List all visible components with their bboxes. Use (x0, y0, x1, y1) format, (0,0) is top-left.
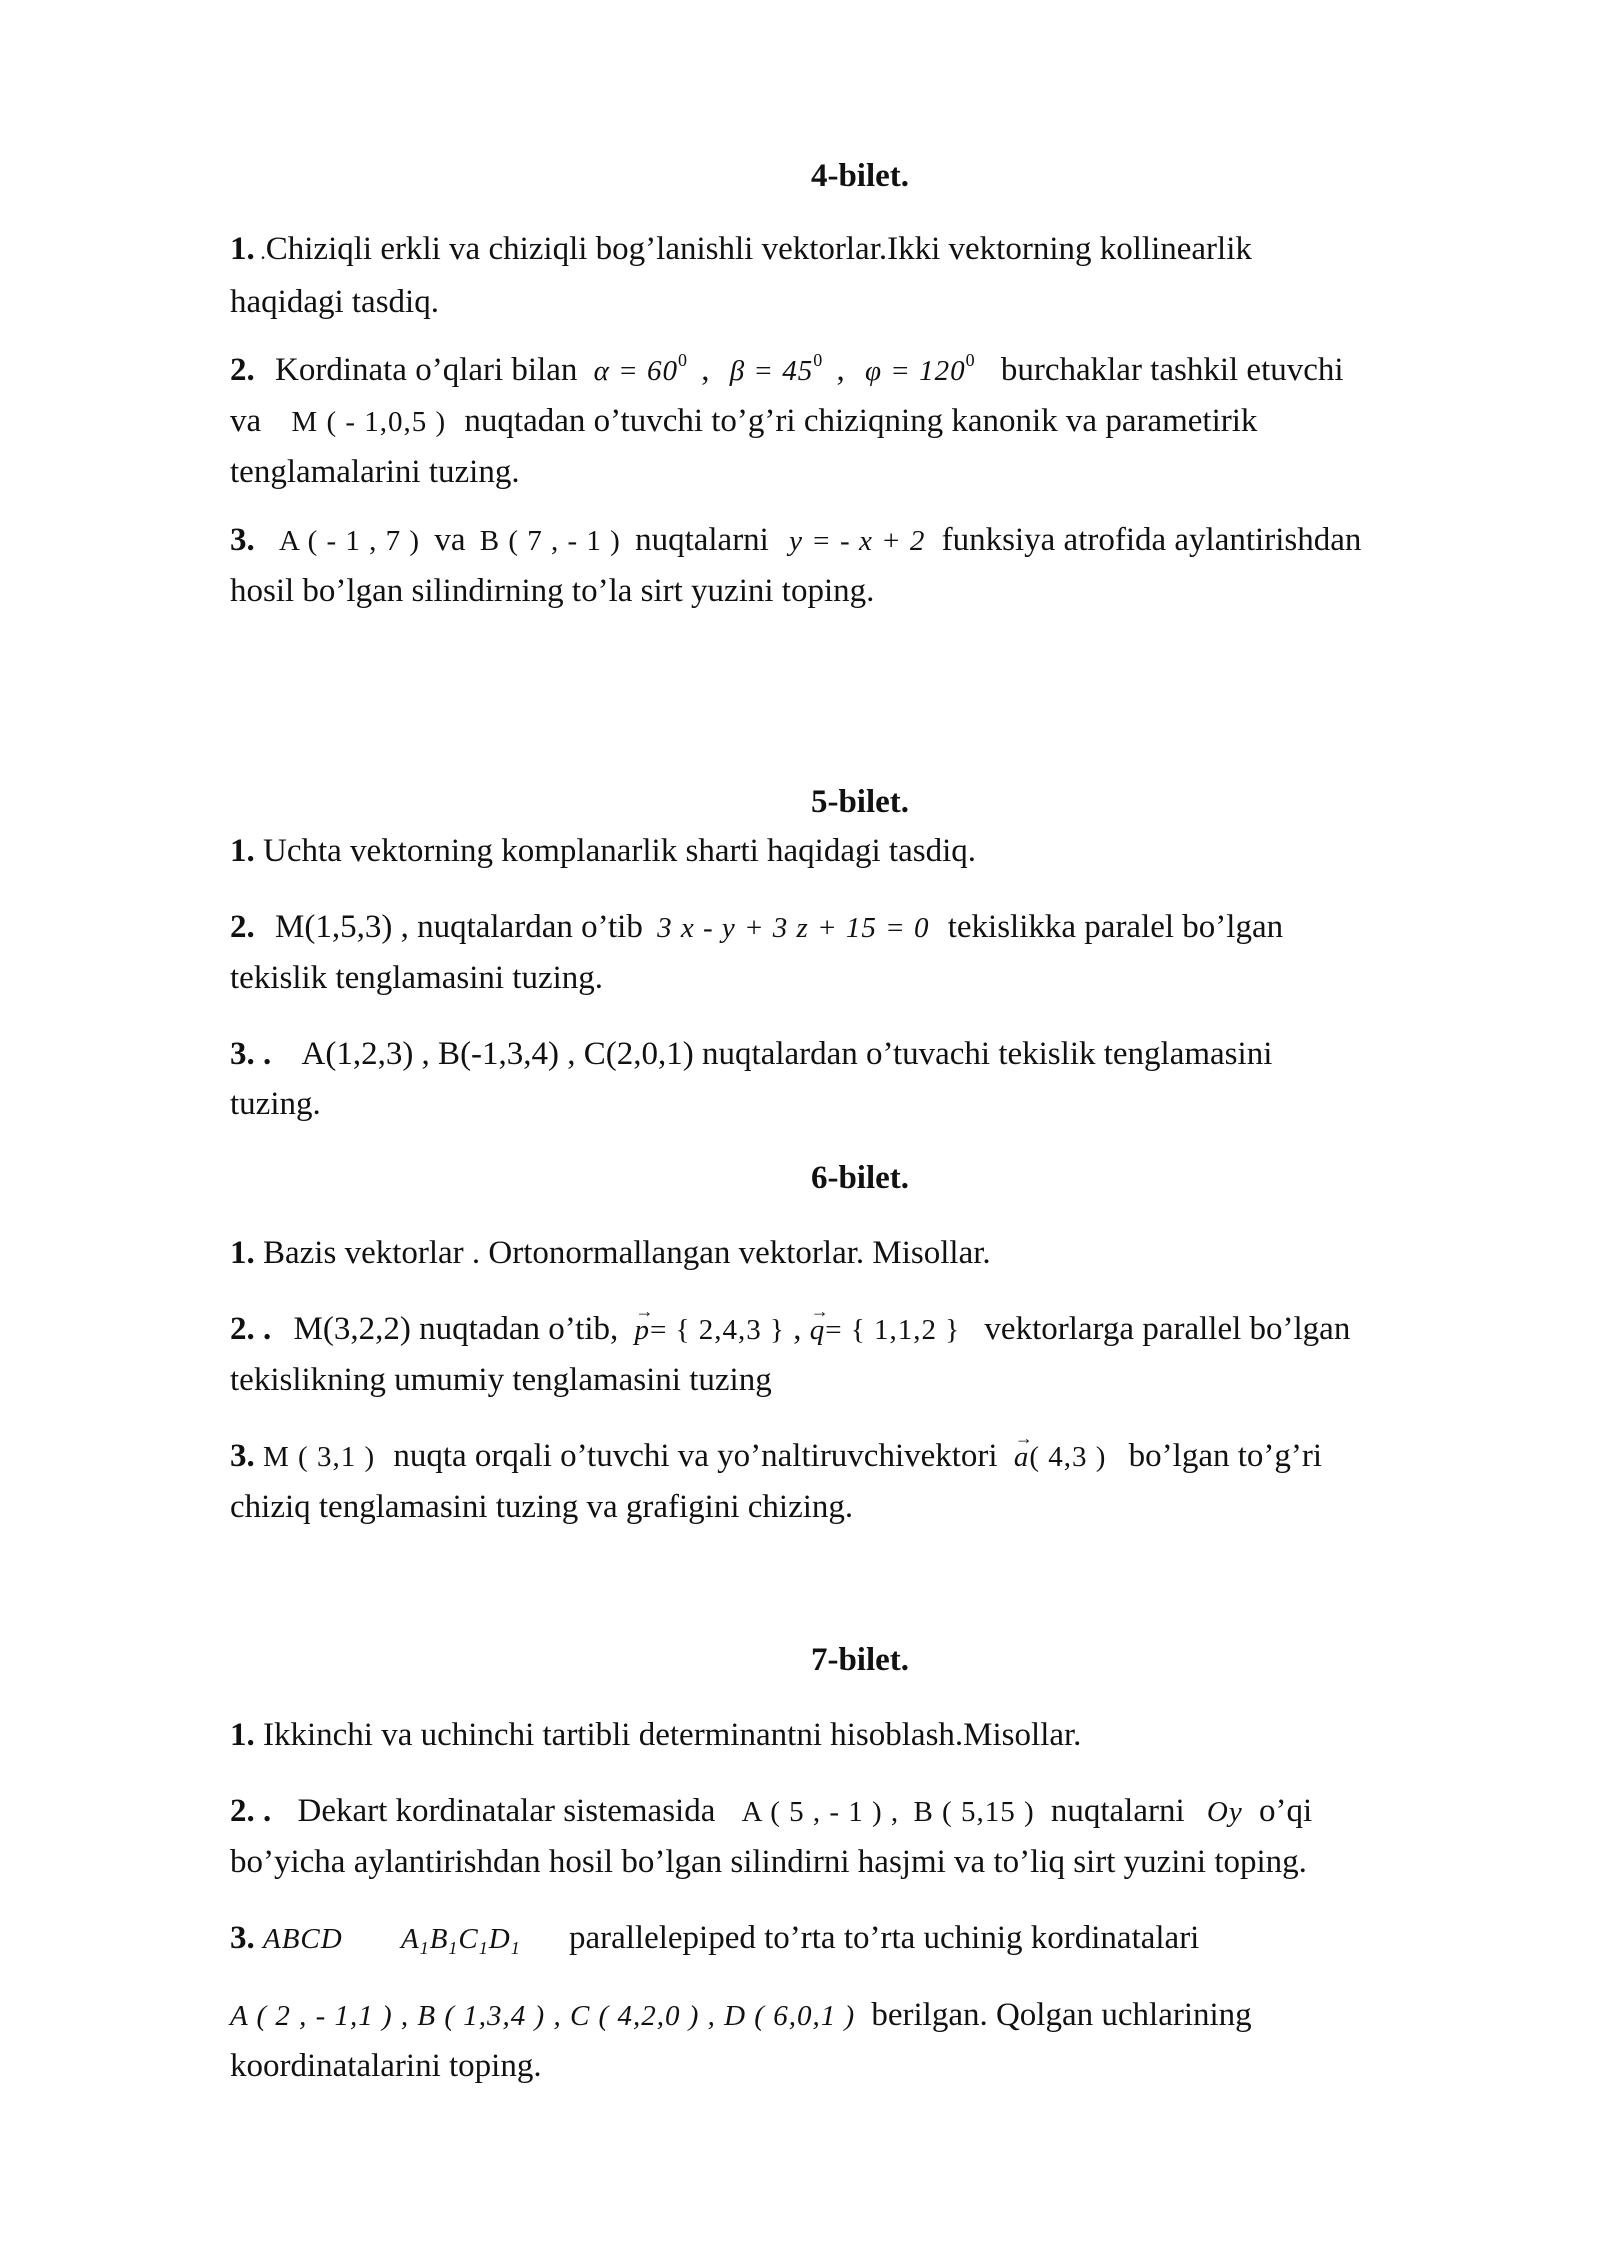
question-text: M(3,2,2) nuqtadan o’tib, (293, 1311, 619, 1347)
ticket-title: 6-bilet. (810, 1160, 910, 1196)
degree-mark: 0 (813, 350, 823, 370)
question-text: tuzing. (230, 1086, 321, 1122)
angle-alpha: α = 60 (593, 355, 678, 387)
question-number: 1. (230, 231, 255, 267)
degree-mark: 0 (965, 350, 975, 370)
question-text: nuqtalarni (635, 522, 769, 558)
question-number: 3. (230, 1438, 255, 1474)
question-2 (230, 345, 1490, 497)
question-1 (230, 1228, 1490, 1278)
question-text: bo’lgan to’g’ri (1128, 1438, 1323, 1474)
question-number: 3. (230, 522, 255, 558)
question-number: 2. . (230, 1793, 272, 1829)
question-1 (230, 1710, 1490, 1760)
angle-beta: β = 45 (729, 355, 814, 387)
ticket-title: 7-bilet. (810, 1642, 910, 1678)
point-b: B ( 5,15 ) (913, 1796, 1035, 1828)
question-text: nuqtadan o’tuvchi to’g’ri chiziqning kanonik va parametirik (464, 403, 1258, 439)
question-3 (230, 1029, 1490, 1129)
plane-equation: 3 x - y + 3 z + 15 = 0 (657, 912, 930, 944)
comma: , (836, 352, 845, 388)
vector-a: → a (1014, 1432, 1030, 1482)
question-1 (230, 224, 1490, 327)
angle-phi: φ = 120 (864, 355, 966, 387)
question-text: M(1,5,3) , nuqtalardan o’tib (275, 909, 643, 945)
question-2 (230, 902, 1490, 1003)
ticket-6 (230, 1154, 1490, 1532)
comma: , (793, 1311, 802, 1347)
question-text: va (230, 403, 262, 439)
question-text: Bazis vektorlar . Ortonormallangan vektorlar. Misollar. (263, 1235, 991, 1271)
question-text: berilgan. Qolgan uchlarining (871, 1997, 1252, 2033)
question-text: hosil bo’lgan silindirning to’la sirt yuzini toping. (230, 573, 875, 609)
question-text: Uchta vektorning komplanarlik sharti haqidagi tasdiq. (263, 833, 976, 869)
question-text: o’qi (1258, 1793, 1313, 1829)
question-text: nuqta orqali o’tuvchi va yo’naltiruvchivektori (393, 1438, 998, 1474)
question-text: tenglamalarini tuzing. (230, 454, 520, 490)
question-text: A(1,2,3) , B(-1,3,4) , C(2,0,1) nuqtalardan o’tuvachi tekislik tenglamasini (301, 1036, 1273, 1072)
stray-dot: . (254, 239, 266, 264)
degree-mark: 0 (677, 350, 687, 370)
question-text-cont: haqidagi tasdiq. (230, 284, 439, 320)
ticket-7 (230, 1636, 1490, 2091)
vector-p: → p (635, 1305, 651, 1355)
vertex-coordinates: A ( 2 , - 1,1 ) , B ( 1,3,4 ) , C ( 4,2,0 ) , D ( 6,0,1 ) (230, 2000, 856, 2032)
question-number: 2. . (230, 1311, 272, 1347)
vector-p-value: = { 2,4,3 } (650, 1314, 785, 1346)
question-number: 2. (230, 909, 255, 945)
solid-top-face: $A_1B_1C_1D_1$ (400, 1923, 521, 1958)
question-3 (230, 515, 1490, 616)
question-number: 1. (230, 833, 255, 869)
question-number: 3. (230, 1920, 255, 1956)
comma: , (701, 352, 710, 388)
question-3 (230, 1913, 1490, 1964)
vector-q: → q (810, 1305, 826, 1355)
question-text: Chiziqli erkli va chiziqli bog’lanishli vektorlar.Ikki vektorning kollinearlik (265, 231, 1252, 267)
function-formula: y = - x + 2 (789, 525, 926, 557)
vector-q-value: = { 1,1,2 } (825, 1314, 961, 1346)
axis-label: Oy (1206, 1796, 1243, 1828)
question-text: nuqtalarni (1050, 1793, 1185, 1829)
ticket-title: 4-bilet. (810, 158, 910, 194)
question-3 (230, 1431, 1490, 1532)
question-text: tekislikka paralel bo’lgan (947, 909, 1284, 945)
question-text: burchaklar tashkil etuvchi (1000, 352, 1344, 388)
point-m: M ( 3,1 ) (263, 1441, 376, 1473)
question-2 (230, 1786, 1490, 1887)
question-3-cont (230, 1990, 1490, 2091)
question-number: 1. (230, 1235, 255, 1271)
question-text: bo’yicha aylantirishdan hosil bo’lgan silindirni hasjmi va to’liq sirt yuzini toping. (230, 1844, 1307, 1880)
ticket-4 (230, 152, 1490, 616)
question-text: Kordinata o’qlari bilan (275, 352, 578, 388)
question-text: Ikkinchi va uchinchi tartibli determinantni hisoblash.Misollar. (263, 1717, 1082, 1753)
question-text: tekislikning umumiy tenglamasini tuzing (230, 1362, 772, 1398)
question-number: 1. (230, 1717, 255, 1753)
question-text: chiziq tenglamasini tuzing va grafigini chizing. (230, 1489, 854, 1525)
point-a: A ( 5 , - 1 ) , (741, 1796, 900, 1828)
question-text: Dekart kordinatalar sistemasida (297, 1793, 716, 1829)
question-text: va (434, 522, 466, 558)
question-text: koordinatalarini toping. (230, 2048, 542, 2084)
vector-a-value: ( 4,3 ) (1029, 1441, 1107, 1473)
question-text: funksiya atrofida aylantirishdan (941, 522, 1362, 558)
question-text: tekislik tenglamasini tuzing. (230, 960, 604, 996)
point-m: M ( - 1,0,5 ) (291, 406, 447, 438)
ticket-title: 5-bilet. (810, 784, 910, 820)
question-number: 2. (230, 352, 255, 388)
question-text: vektorlarga parallel bo’lgan (984, 1311, 1351, 1347)
solid-name: ABCD (263, 1923, 343, 1955)
point-a: A ( - 1 , 7 ) (279, 525, 421, 557)
ticket-5 (230, 778, 1490, 1129)
question-1 (230, 826, 1490, 876)
question-number: 3. . (230, 1036, 272, 1072)
point-b: B ( 7 , - 1 ) (479, 525, 621, 557)
question-text: parallelepiped to’rta to’rta uchinig kordinatalari (568, 1920, 1200, 1956)
question-2 (230, 1304, 1490, 1405)
